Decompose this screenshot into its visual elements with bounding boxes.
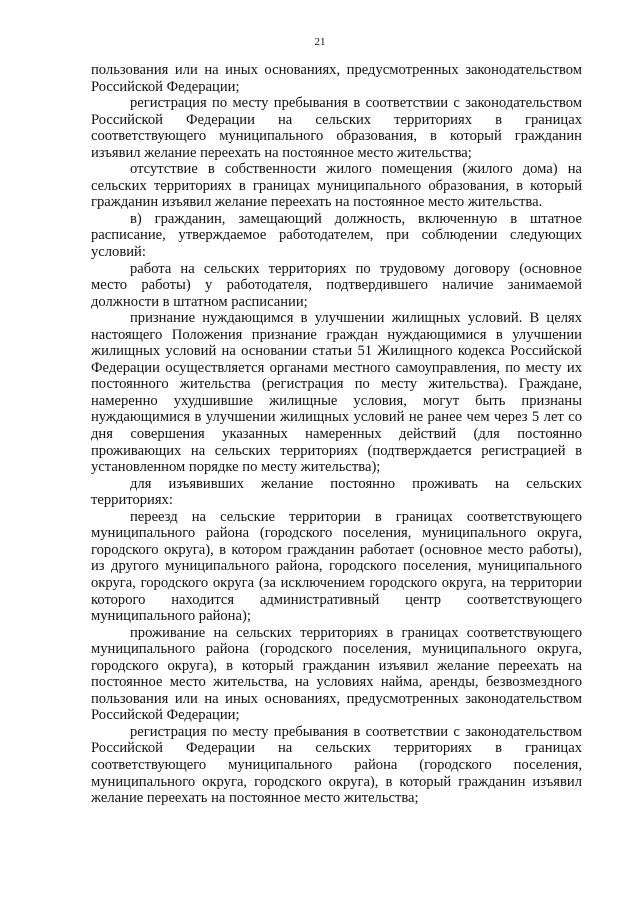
paragraph-continuation: пользования или на иных основаниях, предусмотренных законодательством Российской Федерации;: [91, 62, 582, 95]
paragraph: для изъявивших желание постоянно проживать на сельских территориях:: [91, 475, 582, 509]
page-number: 21: [314, 36, 326, 48]
paragraph: регистрация по месту пребывания в соответствии с законодательством Российской Федерации на сельских территориях в границах соответствующего муниципального образования, в который гражданин изъявил желание переехать на постоянное место жительства;: [91, 95, 582, 161]
paragraph: проживание на сельских территориях в границах соответствующего муниципального района (городского поселения, муниципального округа, городского округа), в который гражданин изъявил желание переехать на постоянное место жительства, на условиях найма, аренды, безвозмездного пользования или на иных основаниях, предусмотренных законодательством Российской Федерации;: [91, 624, 582, 724]
document-body: [91, 62, 582, 807]
paragraph: работа на сельских территориях по трудовому договору (основное место работы) у работодателя, подтвердившего наличие занимаемой должности в штатном расписании;: [91, 260, 582, 310]
paragraph: в) гражданин, замещающий должность, включенную в штатное расписание, утверждаемое работодателем, при соблюдении следующих условий:: [91, 210, 582, 261]
paragraph: признание нуждающимся в улучшении жилищных условий. В целях настоящего Положения признание граждан нуждающимися в улучшении жилищных условий на основании статьи 51 Жилищного кодекса Российской Федерации осуществляется органами местного самоуправления, по месту их постоянного жительства (регистрация по месту жительства). Граждане, намеренно ухудшившие жилищные условия, могут быть признаны нуждающимися в улучшении жилищных условий не ранее чем через 5 лет со дня совершения указанных намеренных действий (для постоянно проживающих на сельских территориях (подтверждается регистрацией в установленном порядке по месту жительства);: [91, 310, 582, 476]
paragraph: отсутствие в собственности жилого помещения (жилого дома) на сельских территориях в границах муниципального образования, в который гражданин изъявил желание переехать на постоянное место жительства.: [91, 161, 582, 211]
paragraph: регистрация по месту пребывания в соответствии с законодательством Российской Федерации на сельских территориях в границах соответствующего муниципального района (городского поселения, муниципального округа, городского округа), в который гражданин изъявил желание переехать на постоянное место жительства;: [91, 723, 582, 807]
paragraph: переезд на сельские территории в границах соответствующего муниципального района (городского поселения, муниципального округа, городского округа), в котором гражданин работает (основное место работы), из другого муниципального района, городского поселения, муниципального округа, городского округа (за исключением городского округа, на территории которого находится административный центр соответствующего муниципального района);: [91, 508, 582, 625]
